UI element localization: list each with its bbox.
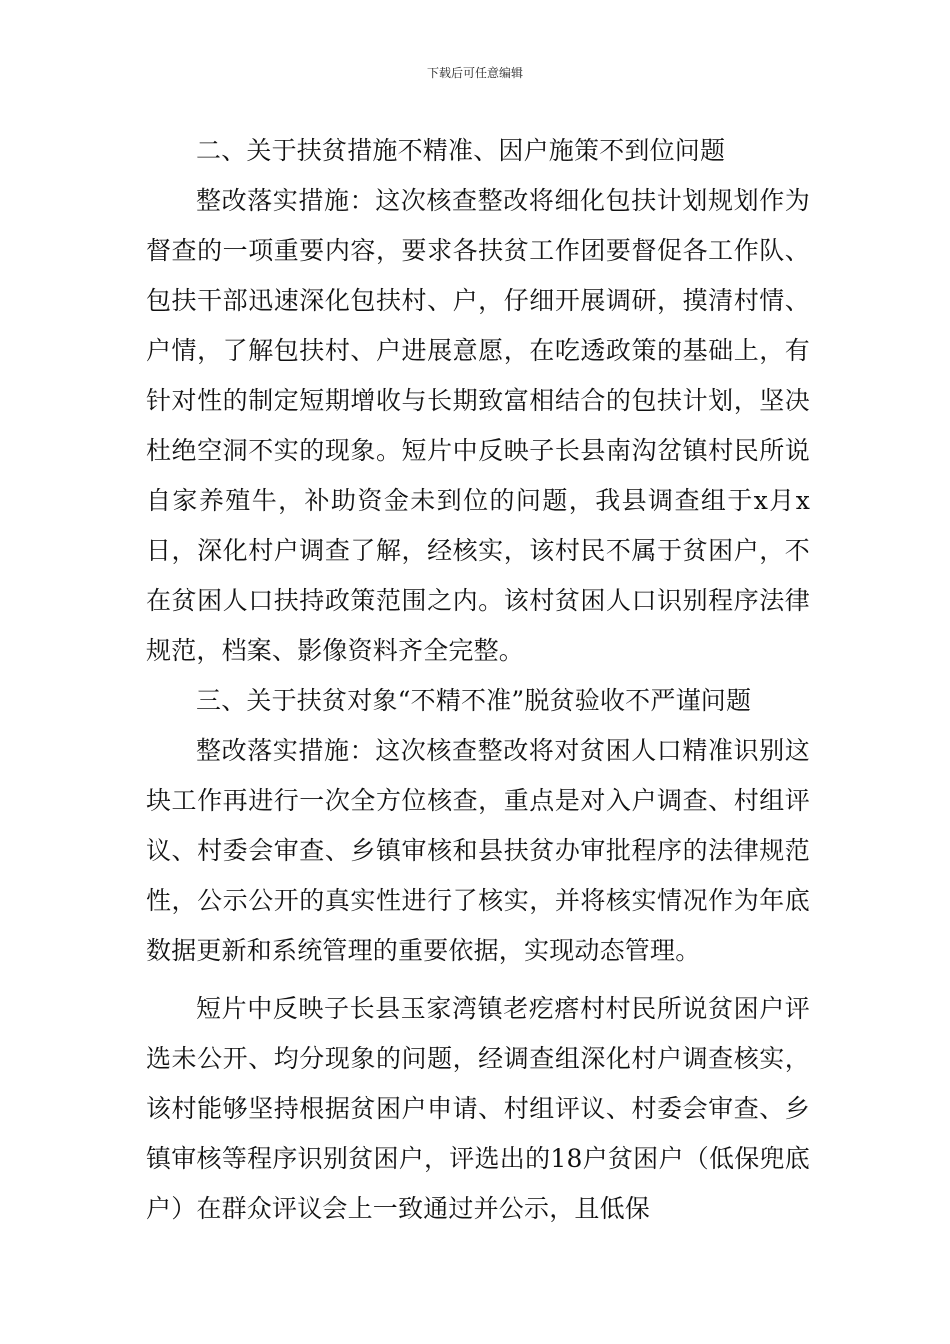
page-header: 下载后可任意编辑 <box>426 66 523 80</box>
paragraph-rectification-1: 整改落实措施：这次核查整改将细化包扶计划规划作为督查的一项重要内容，要求各扶贫工作团要督促各工作队、包扶干部迅速深化包扶村、户，仔细开展调研，摸清村情、户情，了解包扶村、户进展意愿，在吃透政策的基础上，有针对性的制定短期增收与长期致富相结合的包扶计划，坚决杜绝空洞不实的现象。短片中反映子长县南沟岔镇村民所说自家养殖牛，补助资金未到位的问题，我县调查组于x月x日，深化村户调查了解，经核实，该村民不属于贫困户，不在贫困人口扶持政策范围之内。该村贫困人口识别程序法律规范，档案、影像资料齐全完整。 <box>146 186 810 665</box>
section-heading-3: 三、关于扶贫对象“不精不准”脱贫验收不严谨问题 <box>196 686 752 715</box>
paragraph-rectification-2: 整改落实措施：这次核查整改将对贫困人口精准识别这块工作再进行一次全方位核查，重点是对入户调查、村组评议、村委会审查、乡镇审核和县扶贫办审批程序的法律规范性，公示公开的真实性进行了核实，并将核实情况作为年底数据更新和系统管理的重要依据，实现动态管理。 <box>146 736 810 965</box>
document-body <box>146 126 810 1234</box>
paragraph-case-report: 短片中反映子长县玉家湾镇老疙瘩村村民所说贫困户评选未公开、均分现象的问题，经调查组深化村户调查核实，该村能够坚持根据贫困户申请、村组评议、村委会审查、乡镇审核等程序识别贫困户，评选出的18户贫困户（低保兜底户）在群众评议会上一致通过并公示，且低保 <box>146 994 810 1223</box>
section-heading-2: 二、关于扶贫措施不精准、因户施策不到位问题 <box>196 136 726 165</box>
